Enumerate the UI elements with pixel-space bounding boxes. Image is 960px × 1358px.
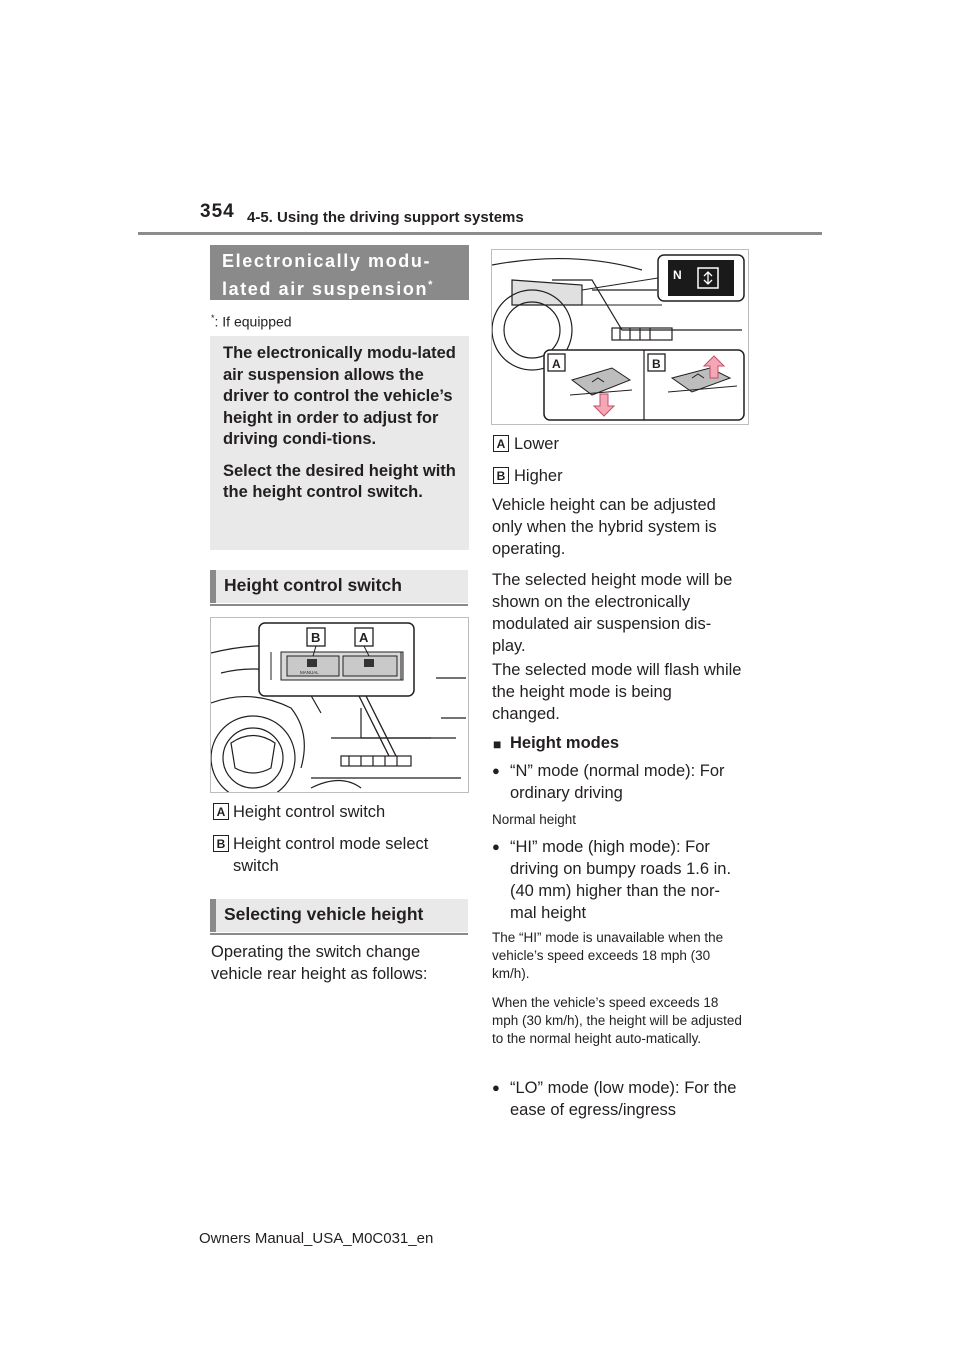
footer-document-id: Owners Manual_USA_M0C031_en: [199, 1230, 434, 1247]
mode-low: ● “LO” mode (low mode): For the ease of egress/ingress: [510, 1077, 746, 1121]
paragraph-flash: The selected mode will flash while the height mode is being changed.: [492, 661, 742, 723]
intro-box: [210, 336, 469, 550]
title-footnote-marker: *: [428, 279, 433, 291]
legend-item-higher: [493, 465, 743, 487]
header-rule: [138, 232, 822, 235]
legend-item-b-text: Height control mode select switch: [233, 835, 429, 875]
tag-a: A: [213, 803, 229, 820]
footnote-marker: *: [211, 313, 215, 323]
mode-high: ● “HI” mode (high mode): For driving on bumpy roads 1.6 in. (40 mm) higher than the nor-mal height: [510, 836, 746, 924]
switch-operation-drawing: [492, 250, 748, 424]
heading-selecting-vehicle-height: [210, 899, 468, 932]
tag-a-right: A: [493, 435, 509, 452]
figure1-label-b: B: [311, 630, 321, 645]
figure1-label-a: A: [359, 630, 369, 645]
tag-b: B: [213, 835, 229, 852]
dashboard-drawing: [211, 618, 468, 792]
switch-operation-illustration: [491, 249, 749, 425]
mode-high-note-2: When the vehicle’s speed exceeds 18 mph (30 km/h), the height will be adjusted to the normal height auto-matically.: [492, 995, 742, 1046]
paragraph-hybrid-system: Vehicle height can be adjusted only when the hybrid system is operating.: [492, 496, 717, 558]
tag-b-right: B: [493, 467, 509, 484]
legend-item-a-text: Height control switch: [233, 803, 386, 821]
chapter-title-line1: Electronically modu-: [222, 251, 432, 271]
footnote: [211, 313, 292, 330]
display-label-n: N: [673, 268, 682, 282]
paragraph-height-display: The selected height mode will be shown on the electronically modulated air suspension dis-play.: [492, 571, 733, 655]
legend-item-lower-text: Lower: [514, 435, 559, 453]
dashboard-illustration: [210, 617, 469, 793]
heading-height-control-switch: [210, 570, 468, 603]
mode-normal-note: Normal height: [492, 812, 577, 827]
chapter-title: [210, 245, 469, 300]
heading-height-control-switch-text: Height control switch: [224, 575, 402, 595]
section-title: 4-5. Using the driving support systems: [247, 209, 524, 226]
selecting-paragraph: Operating the switch change vehicle rear height as follows:: [211, 943, 428, 983]
chapter-title-line2: lated air suspension: [222, 279, 429, 299]
figure2-label-b: B: [652, 357, 661, 371]
figure1-label-manual: MANUAL: [300, 670, 319, 675]
intro-paragraph-1: The electronically modu-lated air suspension allows the driver to control the vehicle’s height in order to adjust for driving condi-tions.: [223, 344, 456, 448]
legend-item-a: [213, 801, 463, 823]
mode-normal: ● “N” mode (normal mode): For ordinary driving: [510, 760, 746, 804]
figure2-label-a: A: [552, 357, 561, 371]
mode-high-note-1: The “HI” mode is unavailable when the vehicle’s speed exceeds 18 mph (30 km/h).: [492, 930, 724, 981]
heading-height-modes: ■ Height modes: [510, 732, 619, 754]
footnote-text: : If equipped: [214, 313, 292, 330]
heading-selecting-vehicle-height-text: Selecting vehicle height: [224, 904, 424, 924]
page-number: 354: [200, 201, 235, 222]
legend-item-higher-text: Higher: [514, 467, 563, 485]
intro-paragraph-2: Select the desired height with the height control switch.: [223, 461, 456, 501]
legend-item-b: [213, 833, 463, 875]
legend-item-lower: [493, 433, 743, 455]
